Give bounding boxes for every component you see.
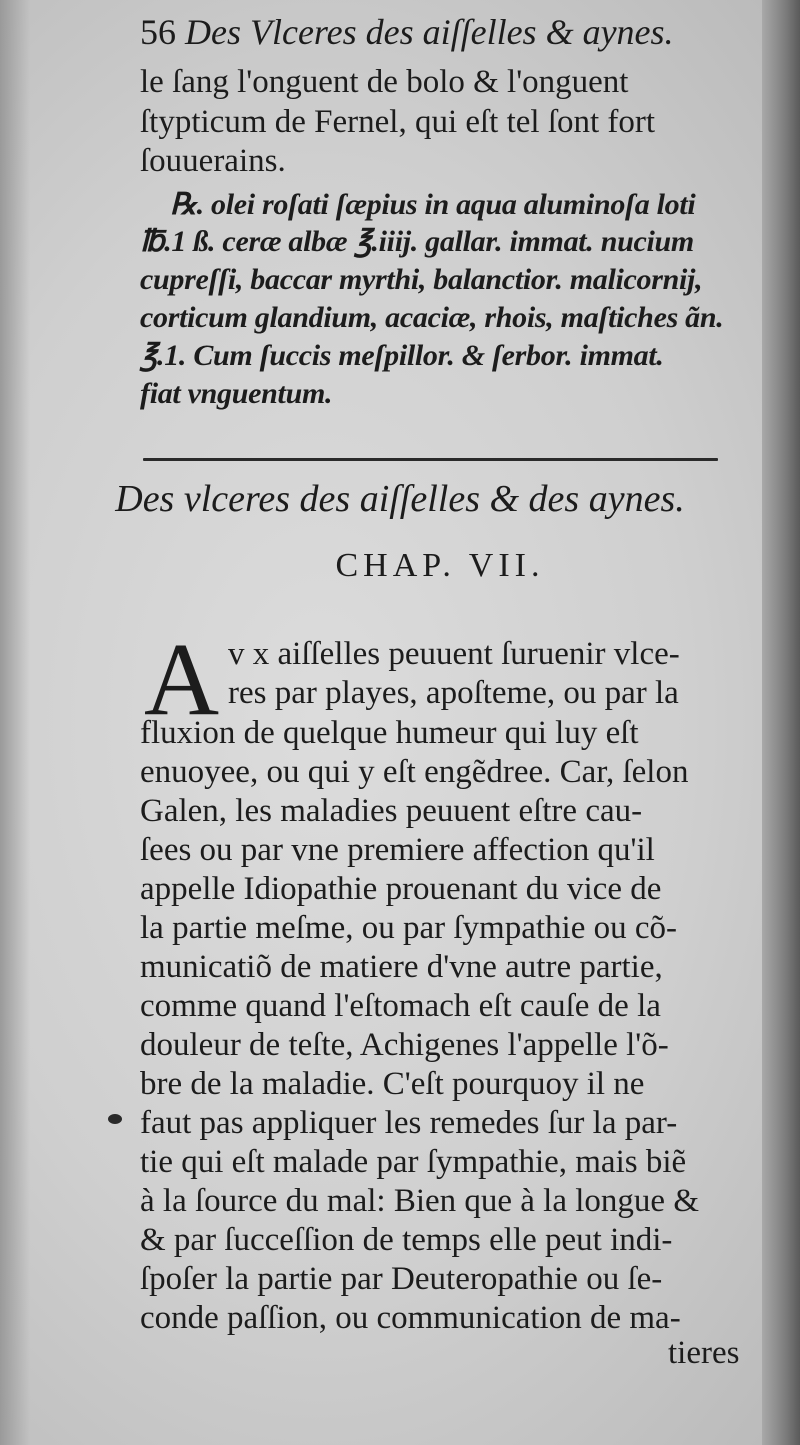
running-header [140, 12, 674, 52]
body-line: douleur de teſte, Achigenes l'appelle l'õ- [140, 1027, 669, 1063]
body-line: fluxion de quelque humeur qui luy eſt [140, 715, 639, 751]
text-line: ſouuerains. [140, 143, 286, 179]
body-line: Galen, les maladies peuuent eſtre cau- [140, 793, 643, 829]
chapter-title: Des vlceres des aiſſelles & des aynes. [115, 478, 685, 520]
body-line: comme quand l'eſtomach eſt cauſe de la [140, 988, 661, 1024]
body-line: bre de la maladie. C'eſt pourquoy il ne [140, 1066, 645, 1102]
page-number: 56 [140, 12, 176, 52]
text-line: le ſang l'onguent de bolo & l'onguent [140, 64, 629, 100]
body-line: tie qui eſt malade par ſympathie, mais biẽ [140, 1144, 687, 1180]
section-divider [143, 458, 718, 461]
recipe-line: ℥.1. Cum ſuccis meſpillor. & ſerbor. immat. [140, 339, 664, 372]
recipe-line: cupreſſi, baccar myrthi, balanctior. malicornij, [140, 263, 703, 296]
margin-mark [108, 1114, 122, 1124]
body-line: la partie meſme, ou par ſympathie ou cõ- [140, 910, 677, 946]
page-edge-right [762, 0, 800, 1445]
drop-cap: A [144, 622, 220, 737]
body-line: appelle Idiopathie prouenant du vice de [140, 871, 662, 907]
recipe-line: corticum glandium, acaciæ, rhois, maſtiches ãn. [140, 301, 724, 334]
body-line: & par ſucceſſion de temps elle peut indi- [140, 1222, 673, 1258]
body-line: municatiõ de matiere d'vne autre partie, [140, 949, 663, 985]
body-line: ſees ou par vne premiere affection qu'il [140, 832, 655, 868]
catchword: tieres [668, 1335, 740, 1371]
body-line: ſpoſer la partie par Deuteropathie ou ſe- [140, 1261, 663, 1297]
recipe-line: ℞. olei roſati ſæpius in aqua aluminoſa loti [170, 188, 696, 221]
recipe-line: fiat vnguentum. [140, 377, 333, 410]
running-title: Des Vlceres des aiſſelles & aynes. [185, 12, 674, 52]
chapter-number: CHAP. VII. [335, 547, 545, 584]
body-line: faut pas appliquer les remedes ſur la par- [140, 1105, 678, 1141]
body-line: res par playes, apoſteme, ou par la [228, 675, 679, 711]
body-line: conde paſſion, ou communication de ma- [140, 1300, 681, 1336]
text-line: ſtypticum de Fernel, qui eſt tel ſont fort [140, 104, 656, 140]
body-line: v x aiſſelles peuuent ſuruenir vlce- [228, 636, 680, 672]
body-line: enuoyee, ou qui y eſt engẽdree. Car, ſelon [140, 754, 689, 790]
page-shadow-left [0, 0, 30, 1445]
body-line: à la ſource du mal: Bien que à la longue & [140, 1183, 699, 1219]
recipe-line: ℔.1 ß. ceræ albæ ℥.iiij. gallar. immat. nucium [140, 225, 694, 258]
